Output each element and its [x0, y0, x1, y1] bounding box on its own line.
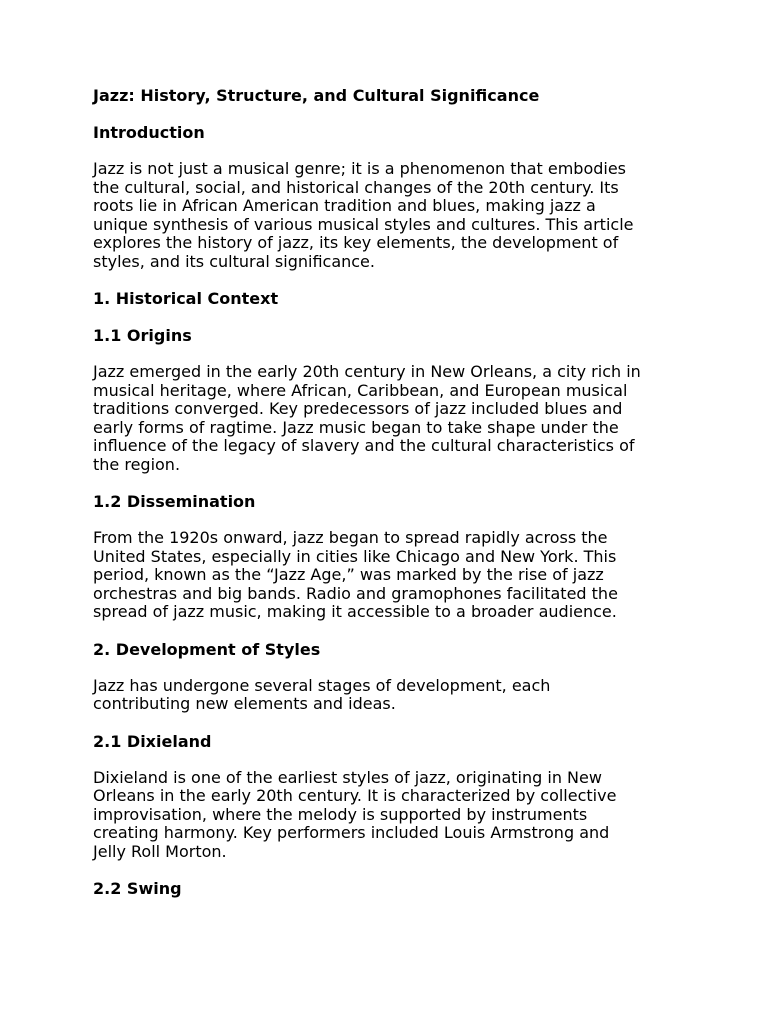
heading-dissemination: 1.2 Dissemination — [93, 492, 256, 511]
paragraph-origins: Jazz emerged in the early 20th century in New Orleans, a city rich in musical heritage, where African, Caribbean, and European musical traditions converged. Key predecessors of jazz included blues and early forms of ragtime. Jazz music began to take shape under the influence of the legacy of slavery and the cultural characteristics of the region. — [93, 362, 641, 474]
paragraph-introduction: Jazz is not just a musical genre; it is a phenomenon that embodies the cultural, social, and historical changes of the 20th century. Its roots lie in African American tradition and blues, making jazz a unique synthesis of various musical styles and cultures. This article explores the history of jazz, its key elements, the development of styles, and its cultural significance. — [93, 159, 634, 271]
paragraph-dixieland: Dixieland is one of the earliest styles of jazz, originating in New Orleans in the early 20th century. It is characterized by collective improvisation, where the melody is supported by instruments creating harmony. Key performers included Louis Armstrong and Jelly Roll Morton. — [93, 767, 617, 861]
heading-introduction: Introduction — [93, 123, 205, 142]
document-page — [93, 86, 693, 916]
heading-swing: 2.2 Swing — [93, 879, 182, 898]
heading-development-of-styles: 2. Development of Styles — [93, 639, 321, 659]
heading-historical-context: 1. Historical Context — [93, 289, 279, 308]
paragraph-dissemination: From the 1920s onward, jazz began to spread rapidly across the United States, especially in cities like Chicago and New York. This period, known as the “Jazz Age,” was marked by the rise of jazz orchestras and big bands. Radio and gramophones facilitated the spread of jazz music, making it accessible to a broader audience. — [93, 528, 618, 621]
heading-dixieland: 2.1 Dixieland — [93, 731, 212, 751]
paragraph-development-of-styles: Jazz has undergone several stages of development, each contributing new elements and ideas. — [93, 675, 551, 713]
heading-origins: 1.1 Origins — [93, 326, 192, 345]
document-title: Jazz: History, Structure, and Cultural Significance — [93, 86, 540, 105]
